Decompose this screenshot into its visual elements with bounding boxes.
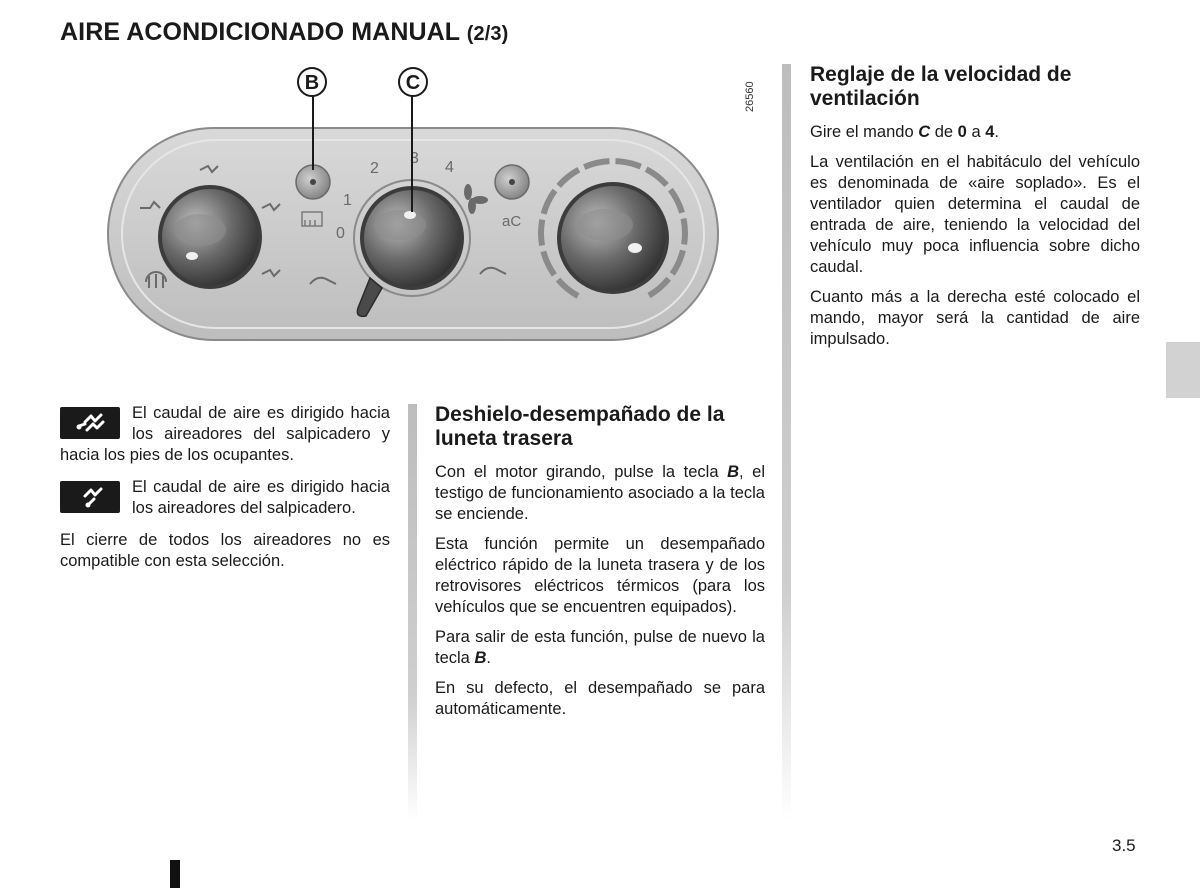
- page-number: 3.5: [1112, 836, 1136, 855]
- ventilation-paragraph-1: La ventilación en el habitáculo del vehículo es denominada de «aire soplado». Es el ventilador quien determina el caudal de entrada de aire, teniendo la velocidad del vehículo muy poca influencia sobre dicho caudal.: [810, 153, 1140, 276]
- defrost-paragraph-1: Con el motor girando, pulse la tecla B, el testigo de funcionamiento asociado a la tecla se enciende.: [435, 463, 765, 523]
- dial-number-1: 1: [343, 192, 352, 209]
- section-tab: [1166, 342, 1200, 398]
- defrost-paragraph-3: Para salir de esta función, pulse de nuevo la tecla B.: [435, 628, 765, 667]
- dial-number-4: 4: [445, 159, 454, 176]
- middle-column: [435, 403, 765, 729]
- column-rule-middle: [408, 404, 417, 820]
- left-column: [60, 403, 390, 581]
- title-text: AIRE ACONDICIONADO MANUAL: [60, 18, 460, 46]
- column-rule-right: [782, 64, 791, 820]
- crop-mark: [170, 860, 180, 888]
- ac-label: aC: [502, 213, 522, 230]
- air-dashboard-icon: [60, 481, 120, 513]
- callout-b-label: B: [304, 72, 320, 94]
- distribution-knob: [158, 185, 262, 289]
- air-dashboard-feet-icon: [60, 407, 120, 439]
- dial-number-3: 3: [410, 150, 419, 167]
- item-text: El caudal de aire es dirigido hacia los aireadores del salpicadero.: [132, 478, 390, 517]
- right-column: [810, 63, 1140, 359]
- defrost-paragraph-2: Esta función permite un desempañado eléctrico rápido de la luneta trasera y de los retrovisores eléctricos térmicos (para los vehículos que se encuentren equipados).: [435, 535, 765, 616]
- ventilation-intro: Gire el mando C de 0 a 4.: [810, 123, 999, 141]
- ventilation-heading: Reglaje de la velocidad de ventilación: [810, 63, 1072, 110]
- page-title: [60, 18, 508, 47]
- defrost-heading: Deshielo-desempañado de la luneta trasera: [435, 403, 725, 450]
- dial-number-0: 0: [336, 225, 345, 242]
- list-item: [60, 477, 390, 519]
- compatibility-note: El cierre de todos los aireadores no es compatible con esta selección.: [60, 531, 390, 570]
- callout-c-label: C: [405, 72, 421, 94]
- control-panel-illustration: [100, 60, 760, 360]
- ventilation-paragraph-2: Cuanto más a la derecha esté colocado el mando, mayor será la cantidad de aire impulsado.: [810, 288, 1140, 348]
- defrost-paragraph-4: En su defecto, el desempañado se para automáticamente.: [435, 679, 765, 718]
- dial-number-2: 2: [370, 160, 379, 177]
- list-item: [60, 403, 390, 466]
- title-part: (2/3): [466, 23, 509, 45]
- item-text: El caudal de aire es dirigido hacia los aireadores del salpicadero y hacia los pies de los ocupantes.: [60, 404, 390, 464]
- figure-reference: 26560: [744, 81, 756, 112]
